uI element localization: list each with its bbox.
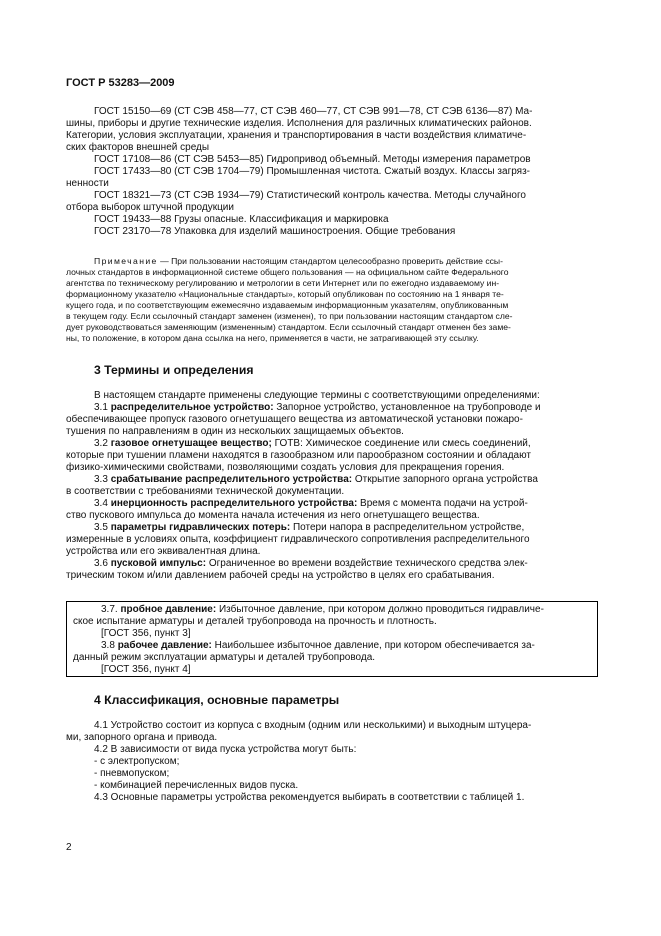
reference-item [66, 214, 595, 226]
definition-text: Избыточное давление, при котором должно проводиться гидравличе- [216, 604, 544, 615]
note-block [66, 256, 595, 344]
note-text: — При пользовании настоящим стандартом целесообразно проверить действие ссы- [157, 256, 503, 266]
definition-line [66, 522, 595, 534]
term-number: 3.5 [94, 522, 111, 533]
reference-item [66, 154, 595, 166]
reference-item [66, 190, 595, 214]
reference-line: ГОСТ 19433—88 Грузы опасные. Классификация и маркировка [94, 214, 389, 225]
term-number: 3.2 [94, 438, 111, 449]
paragraph-line: ми, запорного органа и привода. [66, 732, 218, 743]
note-line [66, 256, 595, 267]
term-name: рабочее давление: [117, 640, 212, 651]
section-heading: 3 Термины и определения [94, 363, 254, 377]
definition-line: трическим током и/или давлением рабочей среды на устройство в целях его срабатывания. [66, 570, 495, 581]
section4-body [66, 720, 595, 804]
definition-line [73, 604, 595, 616]
definition-text: ГОТВ: Химическое соединение или смесь соединений, [271, 438, 531, 449]
source-reference: [ГОСТ 356, пункт 3] [101, 628, 191, 639]
term-name: инерционность распределительного устройства: [110, 498, 358, 509]
term-name: пробное давление: [120, 604, 217, 615]
term-definition [73, 604, 595, 640]
term-definition [66, 438, 595, 474]
list-item: - комбинацией перечисленных видов пуска. [94, 780, 299, 791]
reference-line: ГОСТ 23170—78 Упаковка для изделий машиностроения. Общие требования [94, 226, 456, 237]
reference-line: ГОСТ 15150—69 (СТ СЭВ 458—77, СТ СЭВ 460—77, СТ СЭВ 991—78, СТ СЭВ 6136—87) Ма- [94, 106, 533, 117]
list-item: - с электропуском; [94, 756, 180, 767]
definition-line: ское испытание арматуры и деталей трубопровода на прочность и плотность. [73, 616, 437, 627]
term-definition [66, 558, 595, 582]
definition-text: Запорное устройство, установленное на трубопроводе и [273, 402, 541, 413]
reference-line: ских факторов внешней среды [66, 142, 210, 153]
term-name: пусковой импульс: [110, 558, 207, 569]
definition-line [66, 438, 595, 450]
section-heading: 4 Классификация, основные параметры [94, 693, 340, 707]
term-number: 3.8 [101, 640, 118, 651]
definition-line [66, 402, 595, 414]
definition-line: которые при тушении пламени находятся в газообразном или парообразном состоянии и обладают [66, 450, 531, 461]
definition-line: данный режим эксплуатации арматуры и деталей трубопровода. [73, 652, 376, 663]
reference-line: ненности [66, 178, 109, 189]
note-line: в текущем году. Если ссылочный стандарт заменен (изменен), то при пользовании настоящим стандартом сле- [66, 311, 513, 321]
note-line: кущего года, и по соответствующим ежемесячно издаваемым информационным указателям, опубликованным [66, 300, 509, 310]
paragraph-line: 4.3 Основные параметры устройства рекомендуется выбирать в соответствии с таблицей 1. [94, 792, 525, 803]
note-line: лочных стандартов в информационной системе общего пользования — на официальном сайте Федерального [66, 267, 509, 277]
reference-item [66, 106, 595, 154]
boxed-terms-frame [66, 601, 598, 677]
source-reference: [ГОСТ 356, пункт 4] [101, 664, 191, 675]
definition-text: Потери напора в распределительном устройстве, [290, 522, 525, 533]
definition-line [66, 498, 595, 510]
reference-line: ГОСТ 17433—80 (СТ СЭВ 1704—79) Промышленная чистота. Сжатый воздух. Классы загряз- [94, 166, 531, 177]
term-name: газовое огнетушащее вещество; [110, 438, 272, 449]
definition-line: ство пускового импульса до момента начала истечения из него огнетушащего вещества. [66, 510, 480, 521]
note-line: ны, то положение, в котором дана ссылка на него, применяется в части, не затрагивающей эту ссылку. [66, 333, 479, 343]
definition-line: тушения по направлениям в один из нескольких защищаемых объектов. [66, 426, 404, 437]
term-definition [66, 498, 595, 522]
definition-text: Ограниченное во времени воздействие технического средства элек- [206, 558, 528, 569]
note-line: дует руководствоваться заменяющим (измененным) стандартом. Если ссылочный стандарт отменен без заме- [66, 322, 511, 332]
references-list [66, 106, 595, 238]
definition-text: Открытие запорного органа устройства [352, 474, 538, 485]
definition-text: Время с момента подачи на устрой- [357, 498, 528, 509]
definition-line: измеренные в условиях опыта, коэффициент гидравлического сопротивления распределительного [66, 534, 530, 545]
definition-text: Наибольшее избыточное давление, при котором обеспечивается за- [211, 640, 535, 651]
reference-item [66, 166, 595, 190]
term-number: 3.3 [94, 474, 111, 485]
list-item: - пневмопуском; [94, 768, 170, 779]
term-name: срабатывание распределительного устройства: [110, 474, 353, 485]
document-header: ГОСТ Р 53283—2009 [66, 77, 175, 89]
page-number: 2 [66, 842, 72, 853]
term-definition [66, 522, 595, 558]
term-definition [73, 640, 595, 676]
term-number: 3.7. [101, 604, 121, 615]
reference-line: шины, приборы и другие технические изделия. Исполнения для различных климатических районов. [66, 118, 532, 129]
note-line: формационному указателю «Национальные стандарты», который опубликован по состоянию на 1 января те- [66, 289, 504, 299]
boxed-terms [73, 604, 595, 676]
terms-list [66, 390, 595, 582]
term-name: параметры гидравлических потерь: [110, 522, 291, 533]
note-line: агентства по техническому регулированию и метрологии в сети Интернет или по ежегодно издаваемому ин- [66, 278, 500, 288]
term-definition [66, 474, 595, 498]
definition-line: устройства или его эквивалентная длина. [66, 546, 261, 557]
reference-line: Категории, условия эксплуатации, хранения и транспортирования в части воздействия климатиче- [66, 130, 527, 141]
term-definition [66, 402, 595, 438]
definition-line: в соответствии с требованиями технической документации. [66, 486, 345, 497]
reference-item [66, 226, 595, 238]
reference-line: ГОСТ 17108—86 (СТ СЭВ 5453—85) Гидропривод объемный. Методы измерения параметров [94, 154, 531, 165]
definition-line: обеспечивающее пропуск газового огнетушащего вещества из автоматической установки пожаро- [66, 414, 523, 425]
reference-line: ГОСТ 18321—73 (СТ СЭВ 1934—79) Статистический контроль качества. Методы случайного [94, 190, 526, 201]
section-intro: В настоящем стандарте применены следующие термины с соответствующими определениями: [94, 390, 540, 401]
paragraph-line: 4.2 В зависимости от вида пуска устройства могут быть: [94, 744, 357, 755]
paragraph-line: 4.1 Устройство состоит из корпуса с входным (одним или несколькими) и выходным штуцера- [94, 720, 532, 731]
definition-line: физико-химическими свойствами, позволяющими создать условия для прекращения горения. [66, 462, 505, 473]
definition-line [66, 558, 595, 570]
note-label: Примечание [94, 256, 158, 266]
term-number: 3.6 [94, 558, 111, 569]
reference-line: отбора выборок штучной продукции [66, 202, 234, 213]
term-number: 3.1 [94, 402, 111, 413]
definition-line [66, 474, 595, 486]
term-name: распределительное устройство: [110, 402, 274, 413]
definition-line [73, 640, 595, 652]
term-number: 3.4 [94, 498, 111, 509]
